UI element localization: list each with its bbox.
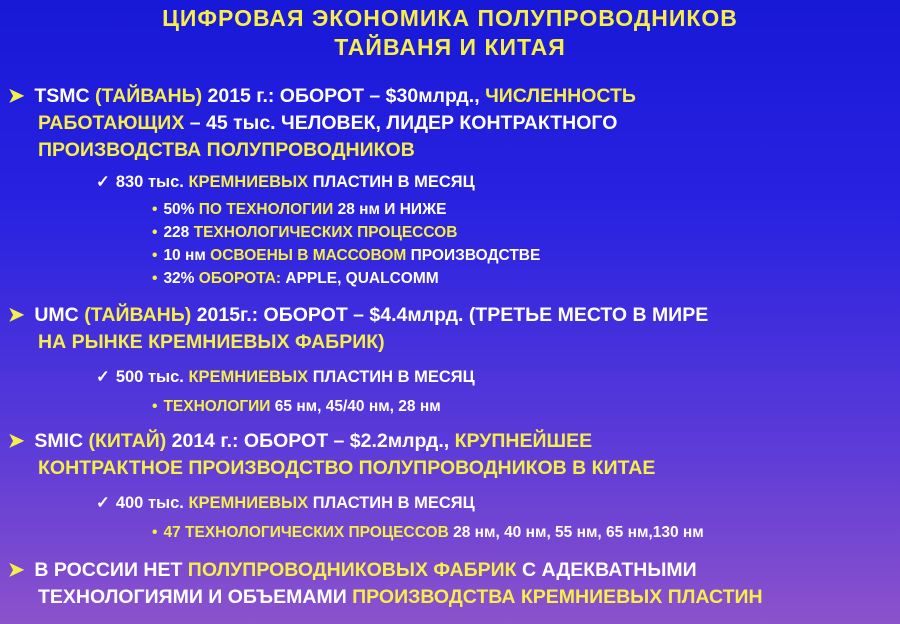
dot-bullet-icon: • <box>152 398 158 415</box>
check-icon: ✓ <box>96 494 110 512</box>
tsmc-bullet-3: • 10 нм ОСВОЕНЫ В МАССОВОМ ПРОИЗВОДСТВЕ <box>152 247 541 264</box>
arrow-bullet-icon: ➤ <box>8 559 25 581</box>
tsmc-line-1: ➤ TSMC (ТАЙВАНЬ) 2015 г.: ОБОРОТ – $30млрд., ЧИСЛЕННОСТЬ <box>8 85 636 107</box>
slide-title <box>0 4 900 62</box>
check-icon: ✓ <box>96 368 110 386</box>
smic-line-2: КОНТРАКТНОЕ ПРОИЗВОДСТВО ПОЛУПРОВОДНИКОВ В КИТАЕ <box>38 457 656 479</box>
tsmc-line-3: ПРОИЗВОДСТВА ПОЛУПРОВОДНИКОВ <box>38 139 415 161</box>
smic-line-1: ➤ SMIC (КИТАЙ) 2014 г.: ОБОРОТ – $2.2млрд., КРУПНЕЙШЕЕ <box>8 430 593 452</box>
tsmc-bullet-4: • 32% ОБОРОТА: APPLE, QUALCOMM <box>152 270 439 287</box>
russia-line-1: ➤ В РОССИИ НЕТ ПОЛУПРОВОДНИКОВЫХ ФАБРИК С АДЕКВАТНЫМИ <box>8 559 697 581</box>
tsmc-line-2: РАБОТАЮЩИХ – 45 тыс. ЧЕЛОВЕК, ЛИДЕР КОНТРАКТНОГО <box>38 112 618 134</box>
tsmc-bullet-2: • 228 ТЕХНОЛОГИЧЕСКИХ ПРОЦЕССОВ <box>152 224 458 241</box>
russia-section <box>8 557 893 611</box>
smic-bullet-1: • 47 ТЕХНОЛОГИЧЕСКИХ ПРОЦЕССОВ 28 нм, 40 нм, 55 нм, 65 нм,130 нм <box>152 524 704 541</box>
title-line-2: ТАЙВАНЯ И КИТАЯ <box>334 34 566 60</box>
dot-bullet-icon: • <box>152 524 158 541</box>
smic-wafers: ✓ 400 тыс. КРЕМНИЕВЫХ ПЛАСТИН В МЕСЯЦ <box>96 494 475 512</box>
umc-line-2: НА РЫНКЕ КРЕМНИЕВЫХ ФАБРИК) <box>38 331 385 353</box>
smic-section <box>8 428 893 482</box>
dot-bullet-icon: • <box>152 247 158 264</box>
dot-bullet-icon: • <box>152 270 158 287</box>
umc-section <box>8 302 893 356</box>
tsmc-wafers: ✓ 830 тыс. КРЕМНИЕВЫХ ПЛАСТИН В МЕСЯЦ <box>96 173 475 191</box>
check-icon: ✓ <box>96 173 110 191</box>
tsmc-section <box>8 83 893 164</box>
dot-bullet-icon: • <box>152 224 158 241</box>
arrow-bullet-icon: ➤ <box>8 430 25 452</box>
title-line-1: ЦИФРОВАЯ ЭКОНОМИКА ПОЛУПРОВОДНИКОВ <box>162 5 738 31</box>
dot-bullet-icon: • <box>152 201 158 218</box>
umc-line-1: ➤ UMC (ТАЙВАНЬ) 2015г.: ОБОРОТ – $4.4млрд. (ТРЕТЬЕ МЕСТО В МИРЕ <box>8 304 709 326</box>
umc-wafers: ✓ 500 тыс. КРЕМНИЕВЫХ ПЛАСТИН В МЕСЯЦ <box>96 368 475 386</box>
arrow-bullet-icon: ➤ <box>8 85 25 107</box>
tsmc-bullet-1: • 50% ПО ТЕХНОЛОГИИ 28 нм И НИЖЕ <box>152 201 447 218</box>
russia-line-2: ТЕХНОЛОГИЯМИ И ОБЪЕМАМИ ПРОИЗВОДСТВА КРЕМНИЕВЫХ ПЛАСТИН <box>38 586 763 608</box>
arrow-bullet-icon: ➤ <box>8 304 25 326</box>
umc-bullet-1: • ТЕХНОЛОГИИ 65 нм, 45/40 нм, 28 нм <box>152 398 441 415</box>
